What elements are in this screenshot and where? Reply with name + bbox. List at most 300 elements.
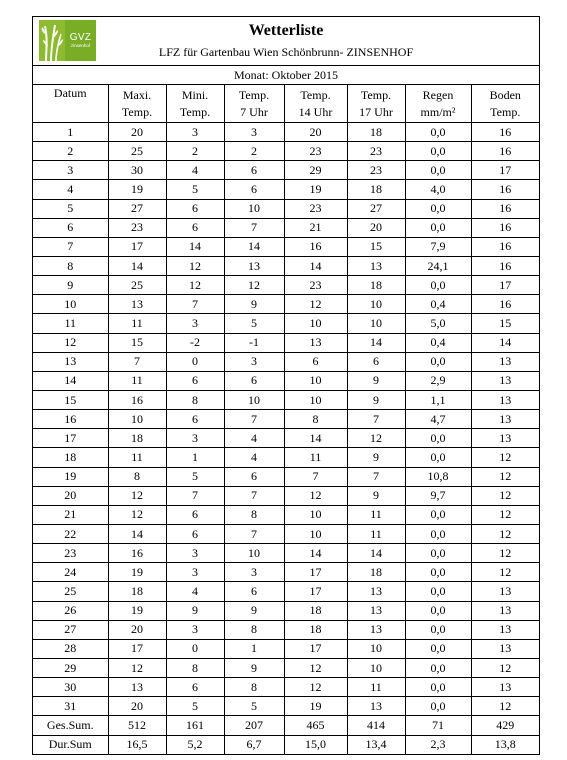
table-cell: 0,0 bbox=[405, 697, 471, 716]
table-cell: 3 bbox=[166, 429, 224, 448]
table-cell: 25 bbox=[108, 142, 166, 161]
table-cell: 11 bbox=[108, 314, 166, 333]
table-cell: 512 bbox=[108, 716, 166, 735]
table-cell: 11 bbox=[108, 371, 166, 390]
table-cell: 12 bbox=[471, 658, 539, 677]
table-cell: 10 bbox=[224, 390, 284, 409]
table-cell: 8 bbox=[108, 467, 166, 486]
table-cell: 16 bbox=[471, 123, 539, 142]
table-cell: 12 bbox=[166, 256, 224, 275]
table-cell: 19 bbox=[284, 180, 347, 199]
table-cell: 18 bbox=[108, 582, 166, 601]
table-cell: 6 bbox=[166, 678, 224, 697]
table-cell: 7 bbox=[108, 352, 166, 371]
table-cell: 13 bbox=[284, 333, 347, 352]
table-cell: 5 bbox=[33, 199, 108, 218]
table-cell: -1 bbox=[224, 333, 284, 352]
logo-text: GVZ bbox=[69, 31, 92, 43]
table-cell: 2 bbox=[224, 142, 284, 161]
table-cell: 0,0 bbox=[405, 448, 471, 467]
table-cell: 18 bbox=[33, 448, 108, 467]
table-cell: 12 bbox=[33, 333, 108, 352]
table-cell: 0,0 bbox=[405, 352, 471, 371]
table-cell: 19 bbox=[108, 563, 166, 582]
table-cell: 14 bbox=[347, 333, 405, 352]
table-cell: 1,1 bbox=[405, 390, 471, 409]
column-header-line2: mm/m² bbox=[420, 104, 456, 119]
table-cell: 16 bbox=[471, 218, 539, 237]
table-row bbox=[33, 237, 539, 256]
table-cell: -2 bbox=[166, 333, 224, 352]
table-cell: 9 bbox=[347, 371, 405, 390]
table-cell: 6,7 bbox=[224, 735, 284, 754]
table-cell: 6 bbox=[33, 218, 108, 237]
table-cell: 16 bbox=[33, 410, 108, 429]
table-cell: 7 bbox=[33, 237, 108, 256]
table-cell: 7 bbox=[284, 467, 347, 486]
table-cell: 7 bbox=[224, 486, 284, 505]
table-cell: 9 bbox=[347, 486, 405, 505]
table-cell: 14 bbox=[166, 237, 224, 256]
table-cell: 18 bbox=[108, 429, 166, 448]
table-cell: 0,0 bbox=[405, 161, 471, 180]
table-cell: 6 bbox=[224, 371, 284, 390]
table-row bbox=[33, 218, 539, 237]
table-cell: 7,9 bbox=[405, 237, 471, 256]
table-cell: 12 bbox=[471, 467, 539, 486]
table-cell: 10 bbox=[33, 295, 108, 314]
logo-subtext: zinsenhof bbox=[70, 42, 91, 48]
table-cell: 7 bbox=[347, 467, 405, 486]
table-cell: Ges.Sum. bbox=[33, 716, 108, 735]
table-cell: 12 bbox=[471, 544, 539, 563]
table-cell: 10 bbox=[347, 314, 405, 333]
table-cell: 18 bbox=[347, 123, 405, 142]
table-cell: 16 bbox=[471, 295, 539, 314]
page-title: Wetterliste bbox=[248, 22, 324, 39]
table-cell: 10 bbox=[347, 658, 405, 677]
table-cell: 9 bbox=[347, 448, 405, 467]
table-cell: 13 bbox=[471, 352, 539, 371]
column-header-line1: Regen bbox=[422, 87, 454, 102]
table-cell: 6 bbox=[224, 161, 284, 180]
table-cell: 5 bbox=[224, 314, 284, 333]
table-cell: 11 bbox=[347, 505, 405, 524]
table-cell: 24,1 bbox=[405, 256, 471, 275]
table-cell: 29 bbox=[33, 658, 108, 677]
table-cell: 11 bbox=[108, 448, 166, 467]
table-cell: 0 bbox=[166, 352, 224, 371]
table-cell: 13,4 bbox=[347, 735, 405, 754]
table-cell: 2 bbox=[166, 142, 224, 161]
column-header-line1: Temp. bbox=[360, 87, 392, 102]
table-row bbox=[33, 448, 539, 467]
table-cell: 0,0 bbox=[405, 218, 471, 237]
table-cell: 13 bbox=[471, 678, 539, 697]
table-cell: 12 bbox=[108, 486, 166, 505]
column-header-line1: Datum bbox=[53, 86, 87, 100]
table-cell: 6 bbox=[224, 180, 284, 199]
table-cell: 0,0 bbox=[405, 276, 471, 295]
table-cell: 23 bbox=[284, 276, 347, 295]
table-cell: 429 bbox=[471, 716, 539, 735]
table-row bbox=[33, 582, 539, 601]
table-cell: 24 bbox=[33, 563, 108, 582]
table-cell: 2,3 bbox=[405, 735, 471, 754]
table-cell: 10,8 bbox=[405, 467, 471, 486]
table-cell: 17 bbox=[471, 161, 539, 180]
table-cell: 8 bbox=[224, 678, 284, 697]
header-row bbox=[33, 85, 539, 123]
table-cell: 4 bbox=[33, 180, 108, 199]
table-cell: 13 bbox=[347, 697, 405, 716]
table-cell: 19 bbox=[108, 180, 166, 199]
table-cell: 8 bbox=[166, 390, 224, 409]
table-cell: 0,0 bbox=[405, 142, 471, 161]
table-cell: 71 bbox=[405, 716, 471, 735]
weather-sheet bbox=[32, 16, 540, 755]
table-cell: 28 bbox=[33, 639, 108, 658]
table-cell: 16 bbox=[471, 142, 539, 161]
table-row bbox=[33, 524, 539, 543]
table-cell: 7 bbox=[224, 410, 284, 429]
table-cell: 7 bbox=[224, 218, 284, 237]
table-cell: 18 bbox=[284, 601, 347, 620]
table-row bbox=[33, 563, 539, 582]
column-header-line2: Temp. bbox=[179, 104, 211, 119]
table-cell: 11 bbox=[347, 678, 405, 697]
table-cell: 16 bbox=[284, 237, 347, 256]
table-cell: 0,4 bbox=[405, 333, 471, 352]
table-cell: 22 bbox=[33, 524, 108, 543]
column-header bbox=[284, 85, 347, 123]
table-cell: 14 bbox=[108, 256, 166, 275]
table-cell: 5 bbox=[166, 180, 224, 199]
table-cell: 13 bbox=[471, 601, 539, 620]
table-cell: 3 bbox=[33, 161, 108, 180]
table-cell: 31 bbox=[33, 697, 108, 716]
table-cell: 5 bbox=[224, 697, 284, 716]
table-cell: 6 bbox=[166, 371, 224, 390]
table-cell: 7 bbox=[166, 486, 224, 505]
table-cell: 21 bbox=[33, 505, 108, 524]
table-cell: 17 bbox=[284, 639, 347, 658]
table-cell: 7 bbox=[166, 295, 224, 314]
table-cell: 2,9 bbox=[405, 371, 471, 390]
table-row bbox=[33, 161, 539, 180]
table-cell: 465 bbox=[284, 716, 347, 735]
table-cell: 6 bbox=[166, 524, 224, 543]
table-cell: 8 bbox=[166, 658, 224, 677]
table-cell: 5 bbox=[166, 697, 224, 716]
table-cell: 5,2 bbox=[166, 735, 224, 754]
column-header bbox=[405, 85, 471, 123]
table-cell: 0,0 bbox=[405, 123, 471, 142]
table-cell: 4,7 bbox=[405, 410, 471, 429]
table-cell: 0,0 bbox=[405, 505, 471, 524]
table-cell: 14 bbox=[108, 524, 166, 543]
table-cell: 10 bbox=[347, 295, 405, 314]
table-cell: 6 bbox=[347, 352, 405, 371]
table-cell: 13 bbox=[471, 371, 539, 390]
table-cell: 17 bbox=[33, 429, 108, 448]
table-cell: 161 bbox=[166, 716, 224, 735]
table-row bbox=[33, 678, 539, 697]
table-cell: 6 bbox=[166, 505, 224, 524]
table-cell: 17 bbox=[284, 563, 347, 582]
table-cell: 6 bbox=[166, 410, 224, 429]
table-cell: 0,0 bbox=[405, 639, 471, 658]
table-cell: 13 bbox=[471, 390, 539, 409]
table-cell: 2 bbox=[33, 142, 108, 161]
table-cell: 3 bbox=[166, 314, 224, 333]
table-cell: 9 bbox=[166, 601, 224, 620]
column-header-line1: Boden bbox=[489, 87, 521, 102]
table-row bbox=[33, 390, 539, 409]
table-cell: 14 bbox=[284, 544, 347, 563]
table-cell: 19 bbox=[284, 697, 347, 716]
table-cell: 17 bbox=[471, 276, 539, 295]
table-cell: 4 bbox=[224, 448, 284, 467]
table-cell: 10 bbox=[224, 199, 284, 218]
table-cell: 10 bbox=[108, 410, 166, 429]
summary-row bbox=[33, 716, 539, 735]
table-cell: 0 bbox=[166, 639, 224, 658]
table-cell: 12 bbox=[284, 658, 347, 677]
table-cell: 7 bbox=[224, 524, 284, 543]
table-cell: 0,0 bbox=[405, 563, 471, 582]
table-row bbox=[33, 256, 539, 275]
table-cell: 13 bbox=[471, 620, 539, 639]
table-cell: 16 bbox=[471, 256, 539, 275]
table-cell: 23 bbox=[347, 142, 405, 161]
table-cell: 20 bbox=[347, 218, 405, 237]
table-cell: 14 bbox=[471, 333, 539, 352]
table-body bbox=[33, 123, 539, 754]
table-cell: 12 bbox=[471, 486, 539, 505]
table-cell: 23 bbox=[347, 161, 405, 180]
table-cell: 16 bbox=[471, 180, 539, 199]
table-cell: 10 bbox=[284, 524, 347, 543]
table-cell: 15 bbox=[347, 237, 405, 256]
table-cell: 3 bbox=[224, 563, 284, 582]
weather-table bbox=[33, 85, 539, 754]
table-cell: 15 bbox=[33, 390, 108, 409]
table-cell: 11 bbox=[284, 448, 347, 467]
table-cell: 23 bbox=[108, 218, 166, 237]
table-cell: 13 bbox=[471, 582, 539, 601]
table-cell: 14 bbox=[284, 429, 347, 448]
table-row bbox=[33, 505, 539, 524]
table-cell: 16 bbox=[108, 544, 166, 563]
table-cell: 12 bbox=[471, 448, 539, 467]
table-cell: 0,4 bbox=[405, 295, 471, 314]
table-cell: 9 bbox=[224, 658, 284, 677]
table-row bbox=[33, 620, 539, 639]
table-cell: 20 bbox=[284, 123, 347, 142]
table-cell: 12 bbox=[166, 276, 224, 295]
table-cell: 12 bbox=[284, 678, 347, 697]
table-cell: 4 bbox=[224, 429, 284, 448]
table-cell: 0,0 bbox=[405, 199, 471, 218]
table-cell: 0,0 bbox=[405, 658, 471, 677]
table-cell: 10 bbox=[284, 390, 347, 409]
table-cell: 10 bbox=[347, 639, 405, 658]
table-cell: 6 bbox=[284, 352, 347, 371]
table-cell: 18 bbox=[347, 180, 405, 199]
table-cell: 9,7 bbox=[405, 486, 471, 505]
table-cell: 10 bbox=[284, 314, 347, 333]
table-cell: 27 bbox=[33, 620, 108, 639]
table-cell: 3 bbox=[224, 352, 284, 371]
table-cell: 1 bbox=[224, 639, 284, 658]
table-cell: 27 bbox=[347, 199, 405, 218]
table-cell: 30 bbox=[108, 161, 166, 180]
table-cell: 13 bbox=[108, 295, 166, 314]
table-cell: 16 bbox=[471, 199, 539, 218]
table-cell: 207 bbox=[224, 716, 284, 735]
table-row bbox=[33, 410, 539, 429]
table-cell: 13 bbox=[224, 256, 284, 275]
table-cell: 4,0 bbox=[405, 180, 471, 199]
table-cell: 13 bbox=[347, 256, 405, 275]
table-cell: 20 bbox=[33, 486, 108, 505]
table-cell: 10 bbox=[284, 505, 347, 524]
table-row bbox=[33, 429, 539, 448]
table-cell: 3 bbox=[166, 563, 224, 582]
column-header bbox=[224, 85, 284, 123]
table-cell: 4 bbox=[166, 582, 224, 601]
table-cell: 13 bbox=[347, 601, 405, 620]
table-row bbox=[33, 697, 539, 716]
column-header-line1: Temp. bbox=[238, 87, 270, 102]
table-cell: 15,0 bbox=[284, 735, 347, 754]
table-cell: 13 bbox=[347, 582, 405, 601]
table-cell: 12 bbox=[108, 658, 166, 677]
table-cell: 15 bbox=[471, 314, 539, 333]
table-cell: 5 bbox=[166, 467, 224, 486]
table-cell: 3 bbox=[224, 123, 284, 142]
table-cell: 0,0 bbox=[405, 429, 471, 448]
table-row bbox=[33, 658, 539, 677]
table-row bbox=[33, 180, 539, 199]
column-header bbox=[166, 85, 224, 123]
table-header bbox=[33, 85, 539, 123]
column-header-line2: 17 Uhr bbox=[359, 104, 393, 119]
table-cell: 11 bbox=[347, 524, 405, 543]
table-cell: 0,0 bbox=[405, 524, 471, 543]
table-cell: 13 bbox=[471, 639, 539, 658]
table-cell: 14 bbox=[224, 237, 284, 256]
table-cell: 13 bbox=[347, 620, 405, 639]
table-cell: 14 bbox=[284, 256, 347, 275]
table-cell: 13 bbox=[471, 429, 539, 448]
table-row bbox=[33, 486, 539, 505]
table-cell: 7 bbox=[347, 410, 405, 429]
table-cell: 6 bbox=[224, 582, 284, 601]
table-cell: 12 bbox=[471, 505, 539, 524]
month-label: Monat: Oktober 2015 bbox=[33, 66, 539, 85]
table-row bbox=[33, 333, 539, 352]
table-cell: 16 bbox=[471, 237, 539, 256]
table-cell: 17 bbox=[108, 237, 166, 256]
table-cell: 30 bbox=[33, 678, 108, 697]
table-cell: 12 bbox=[284, 295, 347, 314]
column-header-line1: Mini. bbox=[181, 87, 209, 102]
table-cell: 29 bbox=[284, 161, 347, 180]
summary-row bbox=[33, 735, 539, 754]
table-cell: 27 bbox=[108, 199, 166, 218]
table-row bbox=[33, 601, 539, 620]
table-cell: 25 bbox=[108, 276, 166, 295]
table-cell: 20 bbox=[108, 620, 166, 639]
table-cell: 6 bbox=[224, 467, 284, 486]
table-row bbox=[33, 295, 539, 314]
table-cell: 12 bbox=[471, 563, 539, 582]
table-cell: 0,0 bbox=[405, 620, 471, 639]
column-header-line2: 7 Uhr bbox=[240, 104, 268, 119]
table-cell: 21 bbox=[284, 218, 347, 237]
column-header bbox=[347, 85, 405, 123]
column-header-line2: Temp. bbox=[121, 104, 153, 119]
table-cell: 23 bbox=[284, 199, 347, 218]
table-cell: 6 bbox=[166, 218, 224, 237]
column-header-line2: 14 Uhr bbox=[298, 104, 333, 119]
table-cell: 17 bbox=[284, 582, 347, 601]
table-cell: 12 bbox=[108, 505, 166, 524]
table-cell: 3 bbox=[166, 620, 224, 639]
table-cell: 25 bbox=[33, 582, 108, 601]
table-row bbox=[33, 142, 539, 161]
column-header-line2: Temp. bbox=[490, 104, 521, 119]
table-cell: 1 bbox=[33, 123, 108, 142]
table-cell: 414 bbox=[347, 716, 405, 735]
sheet-header bbox=[33, 17, 539, 66]
table-cell: 12 bbox=[471, 524, 539, 543]
table-row bbox=[33, 352, 539, 371]
table-cell: 14 bbox=[33, 371, 108, 390]
column-header-line1: Temp. bbox=[300, 87, 331, 102]
table-cell: 3 bbox=[166, 123, 224, 142]
table-cell: 13 bbox=[108, 678, 166, 697]
table-row bbox=[33, 314, 539, 333]
table-cell: 11 bbox=[33, 314, 108, 333]
table-cell: 0,0 bbox=[405, 601, 471, 620]
table-cell: 9 bbox=[224, 295, 284, 314]
table-cell: 12 bbox=[284, 486, 347, 505]
table-cell: 12 bbox=[347, 429, 405, 448]
table-cell: 9 bbox=[224, 601, 284, 620]
table-cell: 26 bbox=[33, 601, 108, 620]
table-cell: 0,0 bbox=[405, 544, 471, 563]
table-cell: 23 bbox=[284, 142, 347, 161]
table-cell: 6 bbox=[166, 199, 224, 218]
table-row bbox=[33, 199, 539, 218]
table-cell: Dur.Sum bbox=[33, 735, 108, 754]
table-row bbox=[33, 123, 539, 142]
table-row bbox=[33, 639, 539, 658]
table-cell: 1 bbox=[166, 448, 224, 467]
table-cell: 23 bbox=[33, 544, 108, 563]
table-row bbox=[33, 467, 539, 486]
table-cell: 3 bbox=[166, 544, 224, 563]
table-row bbox=[33, 544, 539, 563]
table-cell: 8 bbox=[224, 620, 284, 639]
table-cell: 9 bbox=[33, 276, 108, 295]
table-cell: 12 bbox=[224, 276, 284, 295]
table-cell: 13 bbox=[471, 410, 539, 429]
table-cell: 8 bbox=[33, 256, 108, 275]
